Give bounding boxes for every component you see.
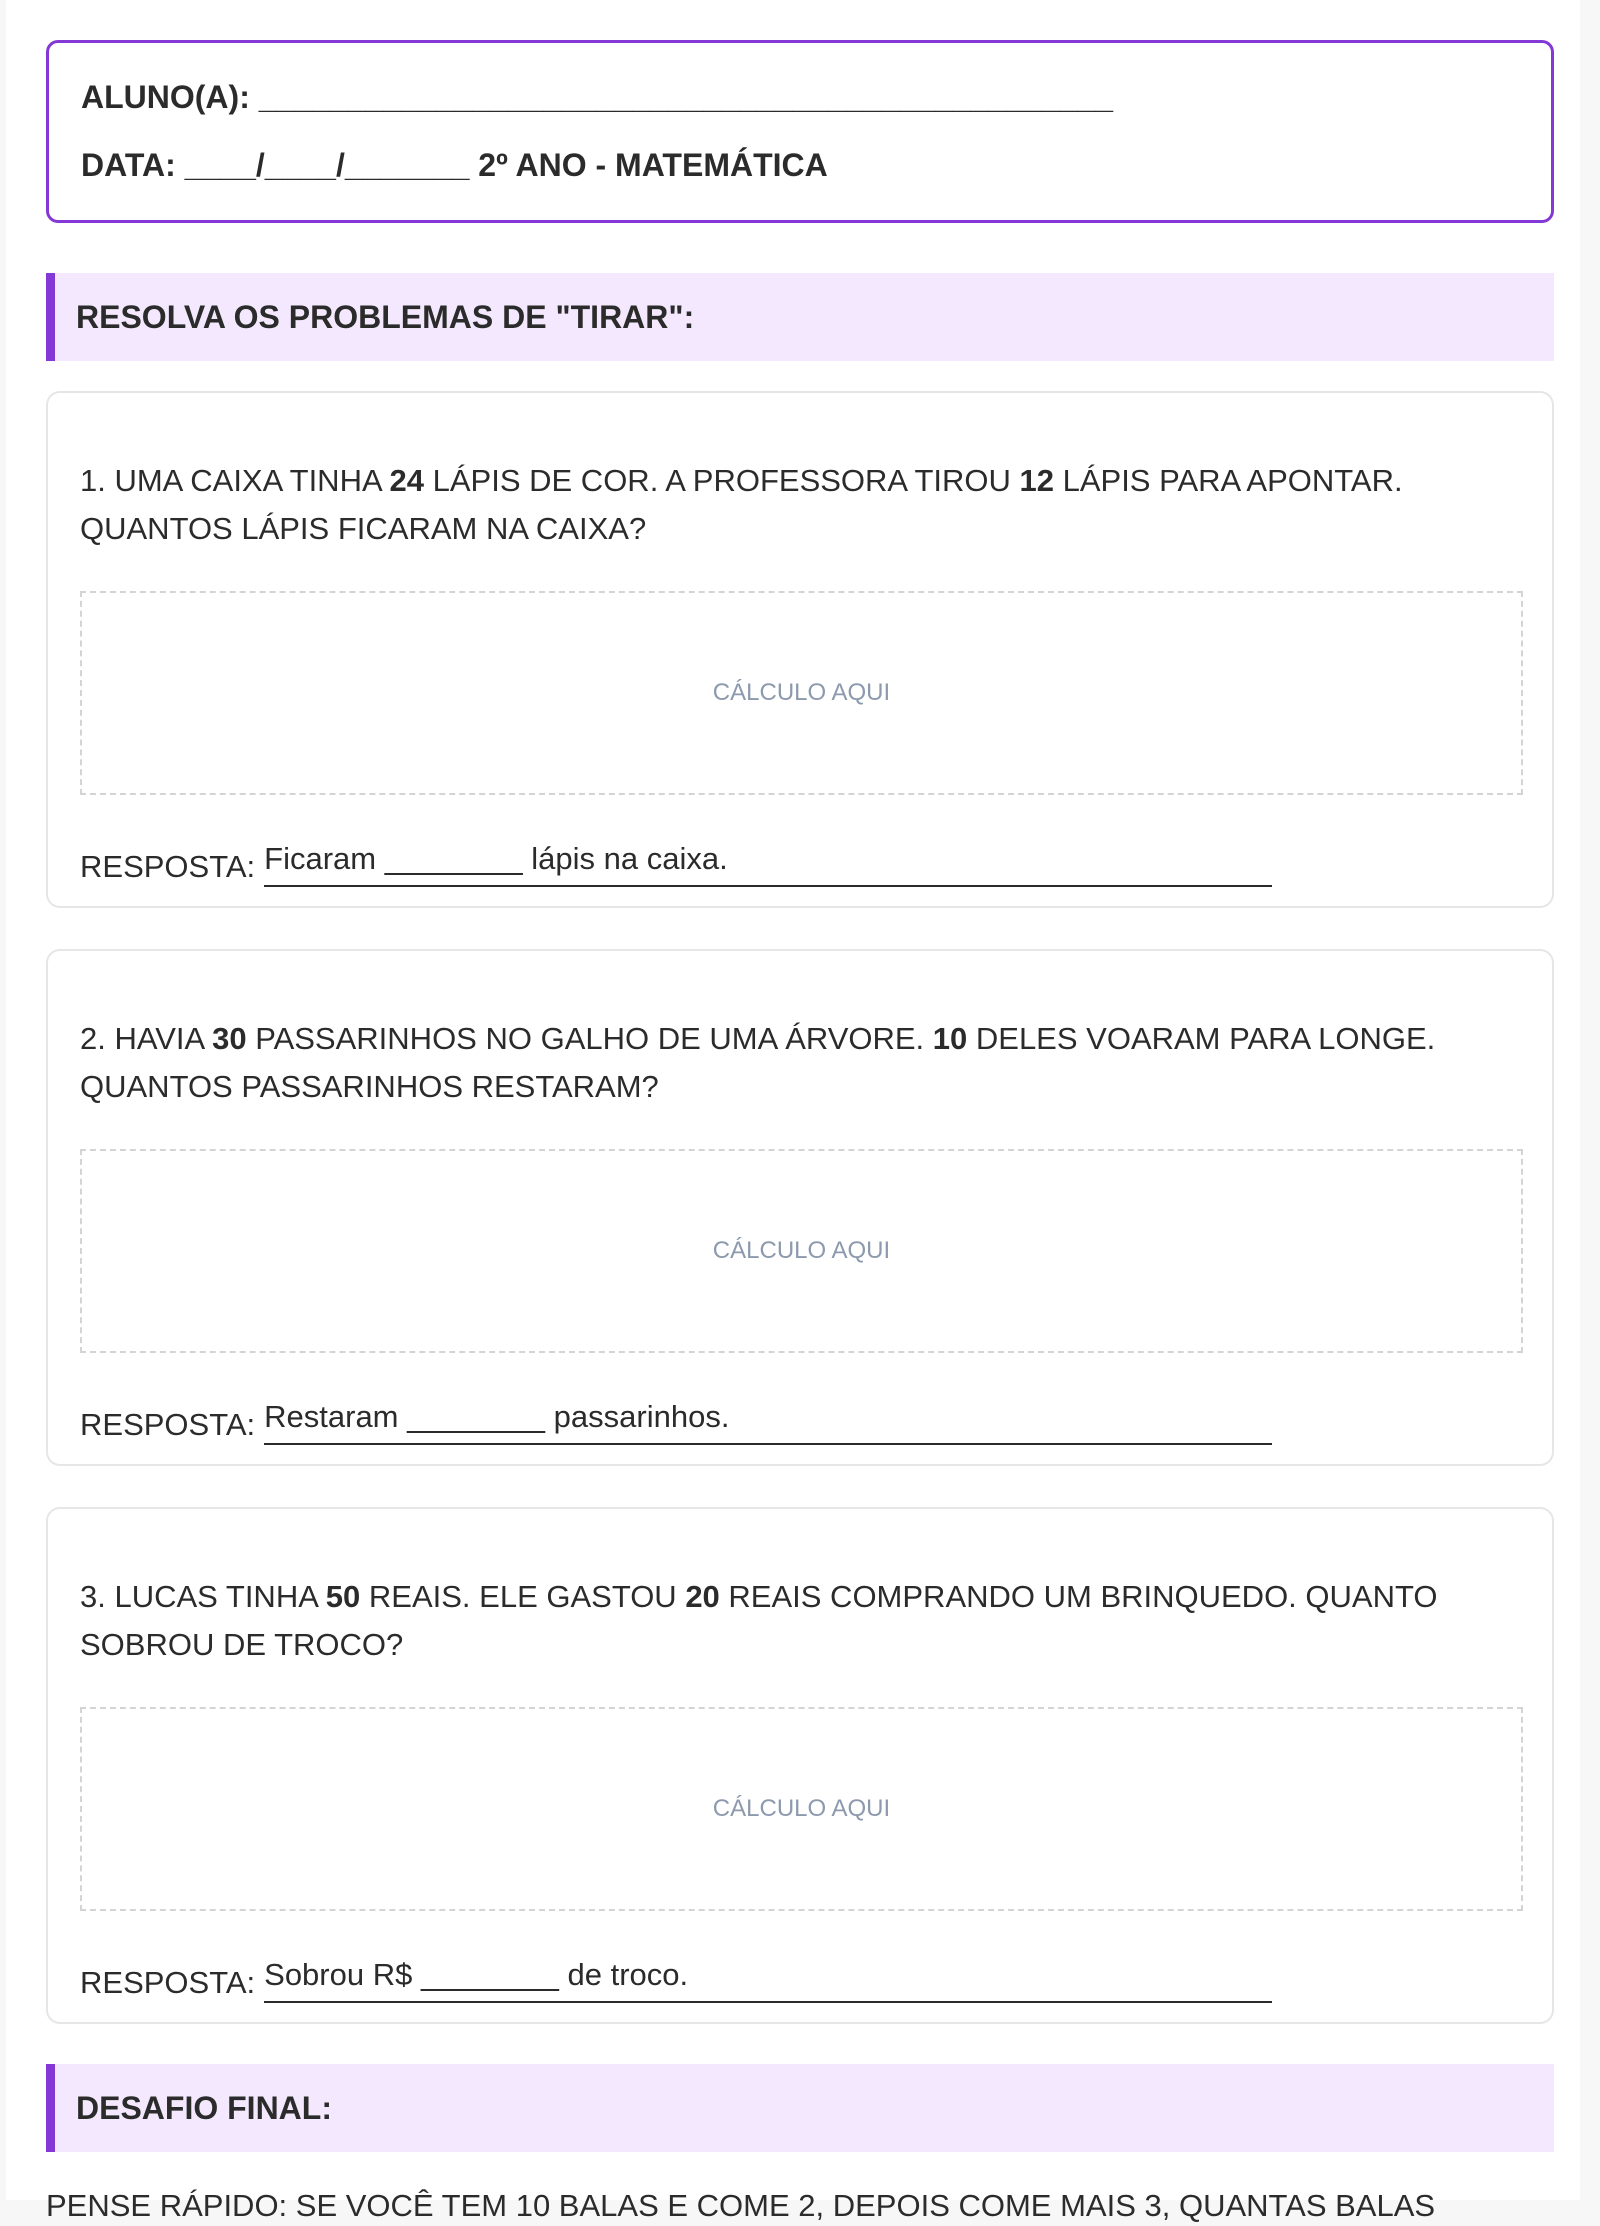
answer-row [80,1397,1552,1445]
answer-field[interactable]: Sobrou R$ ________ de troco. [264,1955,1272,2003]
problem-card [46,391,1554,908]
problem-question [80,457,1500,553]
calculation-area[interactable] [80,591,1523,795]
question-number: 30 [212,1021,247,1056]
question-text: LÁPIS PARA APONTAR. QUANTOS LÁPIS FICARAM NA CAIXA? [80,463,1403,546]
date-grade-line: DATA: ____/____/_______ 2º ANO - MATEMÁTICA [81,147,828,183]
calculation-placeholder: CÁLCULO AQUI [712,1795,891,1822]
answer-row [80,1955,1552,2003]
problem-question [80,1573,1500,1669]
question-text: PASSARINHOS NO GALHO DE UMA ÁRVORE. [246,1021,933,1056]
question-number: 12 [1019,463,1054,498]
section-title: RESOLVA OS PROBLEMAS DE "TIRAR": [46,273,1554,361]
question-text: REAIS COMPRANDO UM BRINQUEDO. QUANTO SOBROU DE TROCO? [80,1579,1438,1662]
question-text: 3. LUCAS TINHA [80,1579,326,1614]
calculation-area[interactable] [80,1149,1523,1353]
problem-question [80,1015,1500,1111]
question-text: REAIS. ELE GASTOU [360,1579,686,1614]
student-name-line: ALUNO(A): ________________________________________________ [81,79,1113,115]
final-challenge-title: DESAFIO FINAL: [46,2064,1554,2152]
worksheet-page [6,0,1580,2223]
answer-label: RESPOSTA: [80,1965,256,2000]
answer-label: RESPOSTA: [80,1407,256,1442]
student-info-box [46,40,1554,223]
problem-card [46,1507,1554,2024]
question-text: 2. HAVIA [80,1021,213,1056]
answer-field[interactable]: Restaram ________ passarinhos. [264,1397,1272,1445]
answer-field[interactable]: Ficaram ________ lápis na caixa. [264,839,1272,887]
question-number: 24 [389,463,425,498]
question-text: DELES VOARAM PARA LONGE. QUANTOS PASSARINHOS RESTARAM? [80,1021,1436,1104]
question-number: 20 [685,1579,720,1614]
question-text: 1. UMA CAIXA TINHA [80,463,390,498]
answer-row [80,839,1552,887]
question-number: 10 [932,1021,968,1056]
answer-label: RESPOSTA: [80,849,256,884]
question-number: 50 [325,1579,361,1614]
calculation-placeholder: CÁLCULO AQUI [712,679,891,706]
question-text: LÁPIS DE COR. A PROFESSORA TIROU [424,463,1020,498]
calculation-placeholder: CÁLCULO AQUI [712,1237,891,1264]
calculation-area[interactable] [80,1707,1523,1911]
final-challenge-text: PENSE RÁPIDO: SE VOCÊ TEM 10 BALAS E COME 2, DEPOIS COME MAIS 3, QUANTAS BALAS [46,2188,1436,2223]
problem-card [46,949,1554,1466]
